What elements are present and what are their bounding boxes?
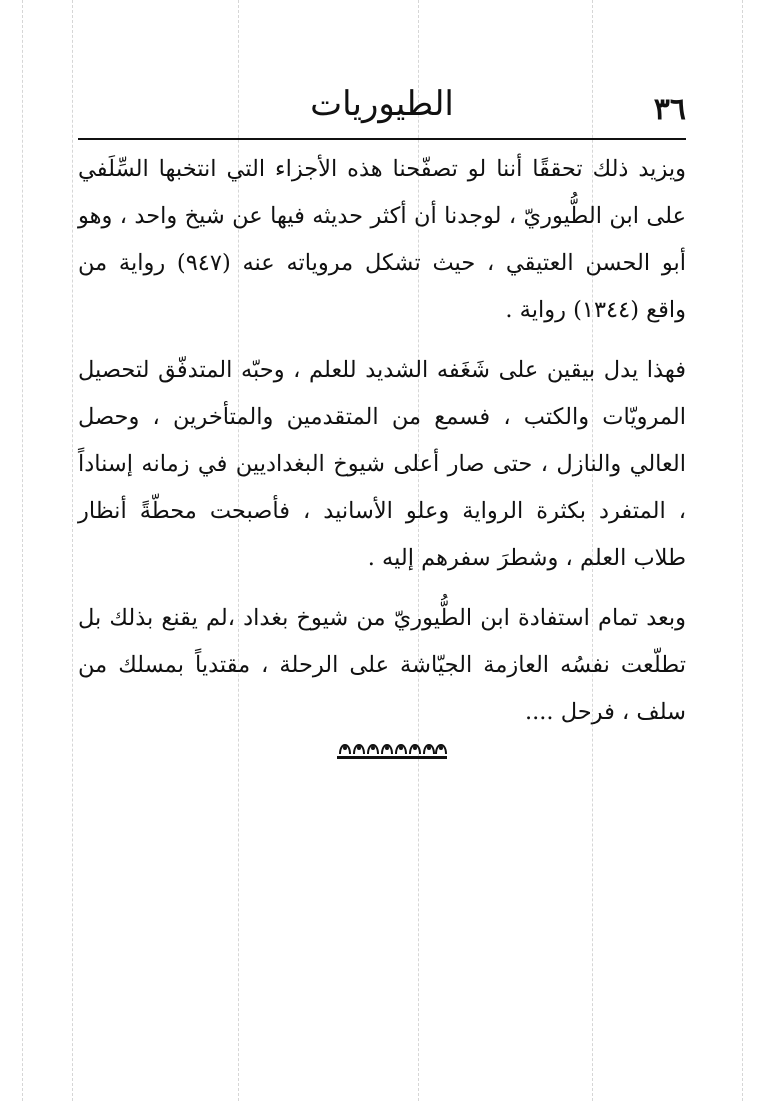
running-title: الطيوريات	[310, 84, 454, 124]
header-rule	[78, 138, 686, 140]
paragraph: ويزيد ذلك تحققًا أننا لو تصفّحنا هذه الأجزاء التي انتخبها السِّلَفي على ابن الطُّيوريّ ، لوجدنا أن أكثر حديثه فيها عن شيخ واحد ، وهو أبو الحسن العتيقي ، حيث تشكل مروياته عنه (٩٤٧) رواية من واقع (١٣٤٤) رواية .	[78, 156, 687, 323]
paragraph: فهذا يدل بيقين على شَغَفه الشديد للعلم ، وحبّه المتدفّق لتحصيل المرويّات والكتب ، فسمع من المتقدمين والمتأخرين ، وحصل العالي والنازل ، حتى صار أعلى شيوخ البغداديين في زمانه إسناداً ، المتفرد بكثرة الرواية وعلو الأسانيد ، فأصبحت محطّةً أنظار طلاب العلم ، وشطرَ سفرهم إليه .	[78, 357, 686, 571]
book-page	[78, 70, 686, 770]
guide-line	[72, 0, 73, 1101]
guide-line	[742, 0, 743, 1101]
decorative-divider-icon	[336, 736, 448, 762]
page-header	[78, 78, 686, 134]
guide-line	[22, 0, 23, 1101]
page-body	[78, 146, 686, 749]
paragraph: وبعد تمام استفادة ابن الطُّيوريّ من شيوخ بغداد ،لم يقنع بذلك بل تطلّعت نفسُه العازمة الجيّاشة على الرحلة ، مقتدياً بمسلك من سلف ، فرحل ....	[78, 605, 686, 725]
page-number: ٣٦	[653, 92, 686, 127]
